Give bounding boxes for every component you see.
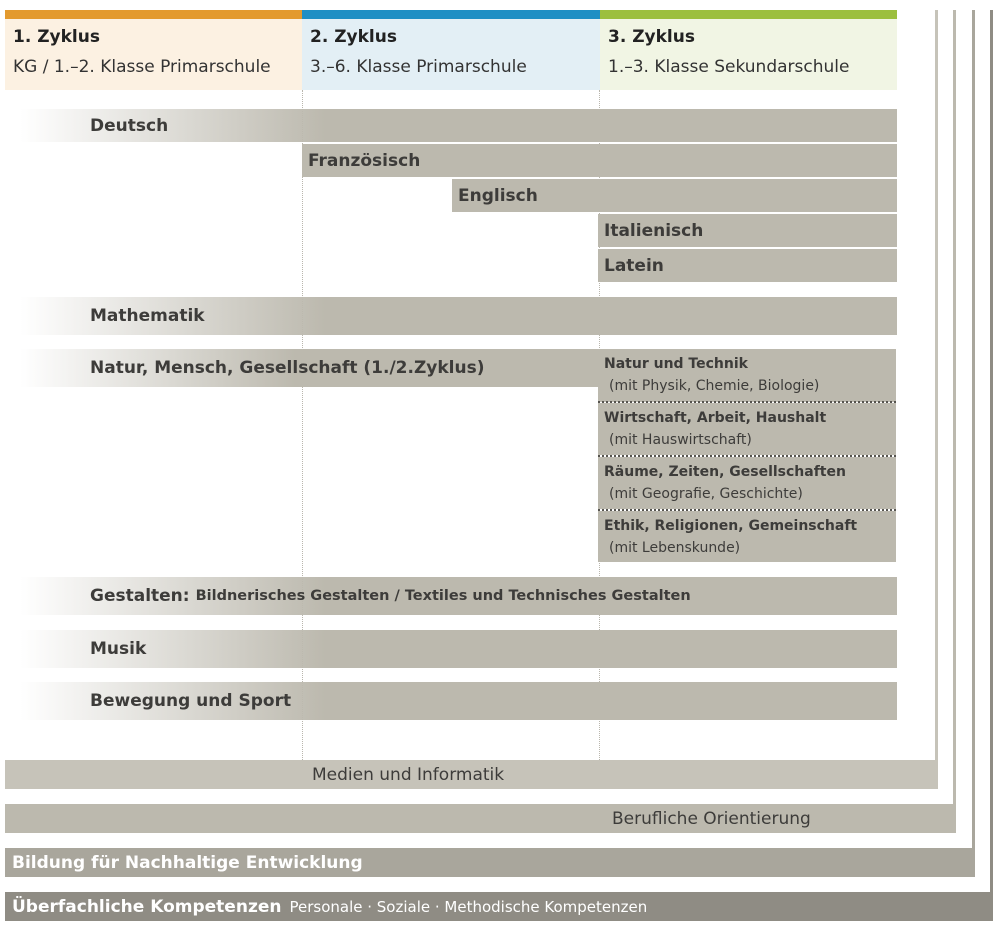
cycle-header-1 — [5, 10, 302, 90]
subject-label: Italienisch — [604, 220, 704, 241]
subject-franzoesisch — [302, 144, 897, 177]
cycle-subtitle: 3.–6. Klasse Primarschule — [310, 57, 527, 77]
nmg-sub-natur-technik — [598, 349, 896, 402]
subject-latein — [598, 249, 897, 282]
cycle-accent-2-top — [302, 10, 600, 19]
sub-title: Räume, Zeiten, Gesellschaften — [604, 464, 846, 480]
cycle-title: 1. Zyklus — [13, 27, 100, 47]
module-bne — [5, 848, 975, 877]
subject-label: Gestalten: — [90, 586, 190, 606]
subject-nmg — [5, 349, 598, 387]
module-beruf — [5, 804, 956, 833]
subject-gestalten — [5, 577, 897, 615]
sub-detail: (mit Lebenskunde) — [609, 540, 741, 556]
subject-label: Bewegung und Sport — [90, 691, 292, 711]
subject-musik — [5, 630, 897, 668]
subject-sport — [5, 682, 897, 720]
subject-label: Latein — [604, 255, 664, 276]
nmg-sub-wirtschaft — [598, 403, 896, 455]
module-label: Medien und Informatik — [312, 764, 505, 785]
cycle-subtitle: 1.–3. Klasse Sekundarschule — [608, 57, 850, 77]
subject-label: Musik — [90, 639, 147, 659]
frame-line-medien — [935, 10, 938, 788]
cycle-accent-1-top — [5, 10, 302, 19]
cycle-header-3 — [600, 10, 897, 90]
sub-detail: (mit Hauswirtschaft) — [609, 432, 752, 448]
module-medien — [5, 760, 938, 789]
frame-line-ueberfachlich — [990, 10, 993, 920]
subject-label: Mathematik — [90, 306, 205, 326]
cycle-accent-3-top — [600, 10, 897, 19]
cycle-title: 2. Zyklus — [310, 27, 397, 47]
cycle-subtitle: KG / 1.–2. Klasse Primarschule — [13, 57, 271, 77]
subject-label: Natur, Mensch, Gesellschaft (1./2.Zyklus) — [90, 358, 485, 378]
sub-title: Wirtschaft, Arbeit, Haushalt — [604, 410, 827, 426]
sub-detail: (mit Geografie, Geschichte) — [609, 486, 803, 502]
module-label: Berufliche Orientierung — [612, 808, 811, 829]
subject-deutsch — [5, 109, 897, 142]
sub-title: Natur und Technik — [604, 356, 748, 372]
subject-englisch — [452, 179, 897, 212]
sub-detail: (mit Physik, Chemie, Biologie) — [609, 378, 820, 394]
cycle-title: 3. Zyklus — [608, 27, 695, 47]
subject-label: Deutsch — [90, 115, 169, 136]
module-ueberfachlich — [5, 892, 993, 921]
sub-title: Ethik, Religionen, Gemeinschaft — [604, 518, 858, 534]
frame-line-bne — [972, 10, 975, 876]
module-label: Bildung für Nachhaltige Entwicklung — [12, 852, 363, 873]
frame-line-beruf — [953, 10, 956, 832]
subject-label: Französisch — [308, 150, 421, 171]
module-label: Überfachliche Kompetenzen — [12, 896, 282, 917]
nmg-sub-ethik — [598, 511, 896, 562]
subject-detail: Bildnerisches Gestalten / Textiles und Technisches Gestalten — [195, 588, 691, 604]
subject-label: Englisch — [458, 185, 538, 206]
cycle-header-2 — [302, 10, 600, 90]
nmg-sub-raeume — [598, 457, 896, 509]
subject-mathematik — [5, 297, 897, 335]
module-detail: Personale · Soziale · Methodische Kompetenzen — [289, 897, 648, 916]
subject-italienisch — [598, 214, 897, 247]
